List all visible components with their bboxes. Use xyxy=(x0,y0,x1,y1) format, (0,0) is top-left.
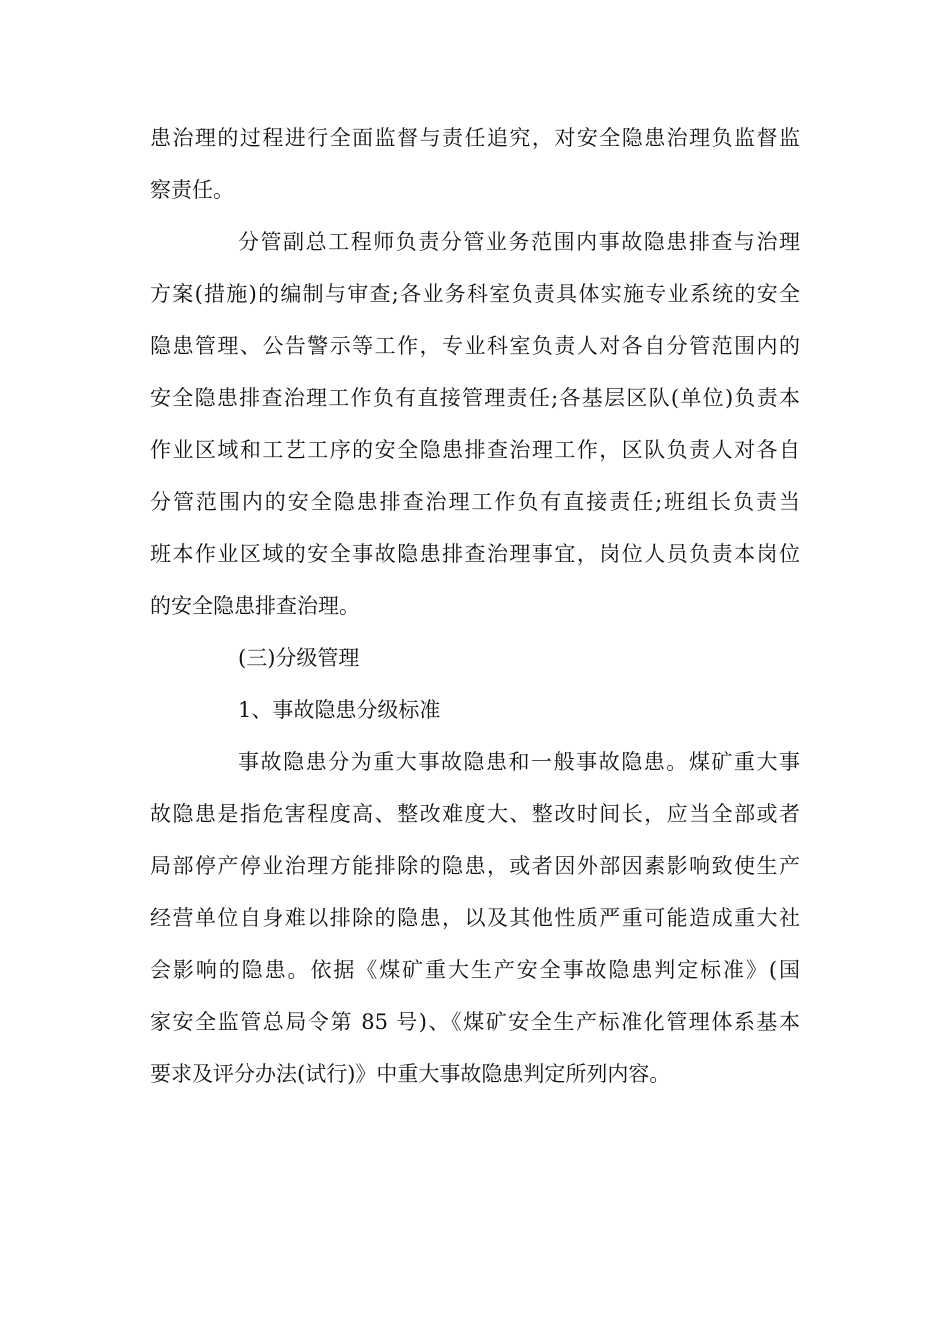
section-heading: (三)分级管理 xyxy=(238,646,360,670)
text-line: 分管范围内的安全隐患排查治理工作负有直接责任;班组长负责当 xyxy=(150,490,800,514)
text-line: 班本作业区域的安全事故隐患排查治理事宜，岗位人员负责本岗位 xyxy=(150,542,800,566)
text-line: 安全隐患排查治理工作负有直接管理责任;各基层区队(单位)负责本 xyxy=(150,386,800,410)
text-line: 要求及评分办法(试行)》中重大事故隐患判定所列内容。 xyxy=(150,1062,671,1086)
text-line: 隐患管理、公告警示等工作，专业科室负责人对各自分管范围内的 xyxy=(150,334,800,358)
text-line: 患治理的过程进行全面监督与责任追究，对安全隐患治理负监督监 xyxy=(150,126,800,150)
text-line: 察责任。 xyxy=(150,178,234,202)
text-line: 方案(措施)的编制与审查;各业务科室负责具体实施专业系统的安全 xyxy=(150,282,800,306)
text-line: 的安全隐患排查治理。 xyxy=(150,594,360,618)
subsection-heading: 1、事故隐患分级标准 xyxy=(238,698,441,722)
text-line: 故隐患是指危害程度高、整改难度大、整改时间长，应当全部或者 xyxy=(150,802,800,826)
text-line: 作业区域和工艺工序的安全隐患排查治理工作，区队负责人对各自 xyxy=(150,438,800,462)
text-line: 会影响的隐患。依据《煤矿重大生产安全事故隐患判定标准》(国 xyxy=(150,958,800,982)
document-body xyxy=(150,112,800,1100)
paragraph-start-line: 事故隐患分为重大事故隐患和一般事故隐患。煤矿重大事 xyxy=(238,750,800,774)
text-line: 家安全监管总局令第 85 号)、《煤矿安全生产标准化管理体系基本 xyxy=(150,1010,800,1034)
text-line: 局部停产停业治理方能排除的隐患，或者因外部因素影响致使生产 xyxy=(150,854,800,878)
text-line: 经营单位自身难以排除的隐患，以及其他性质严重可能造成重大社 xyxy=(150,906,800,930)
paragraph-start-line: 分管副总工程师负责分管业务范围内事故隐患排查与治理 xyxy=(238,230,800,254)
